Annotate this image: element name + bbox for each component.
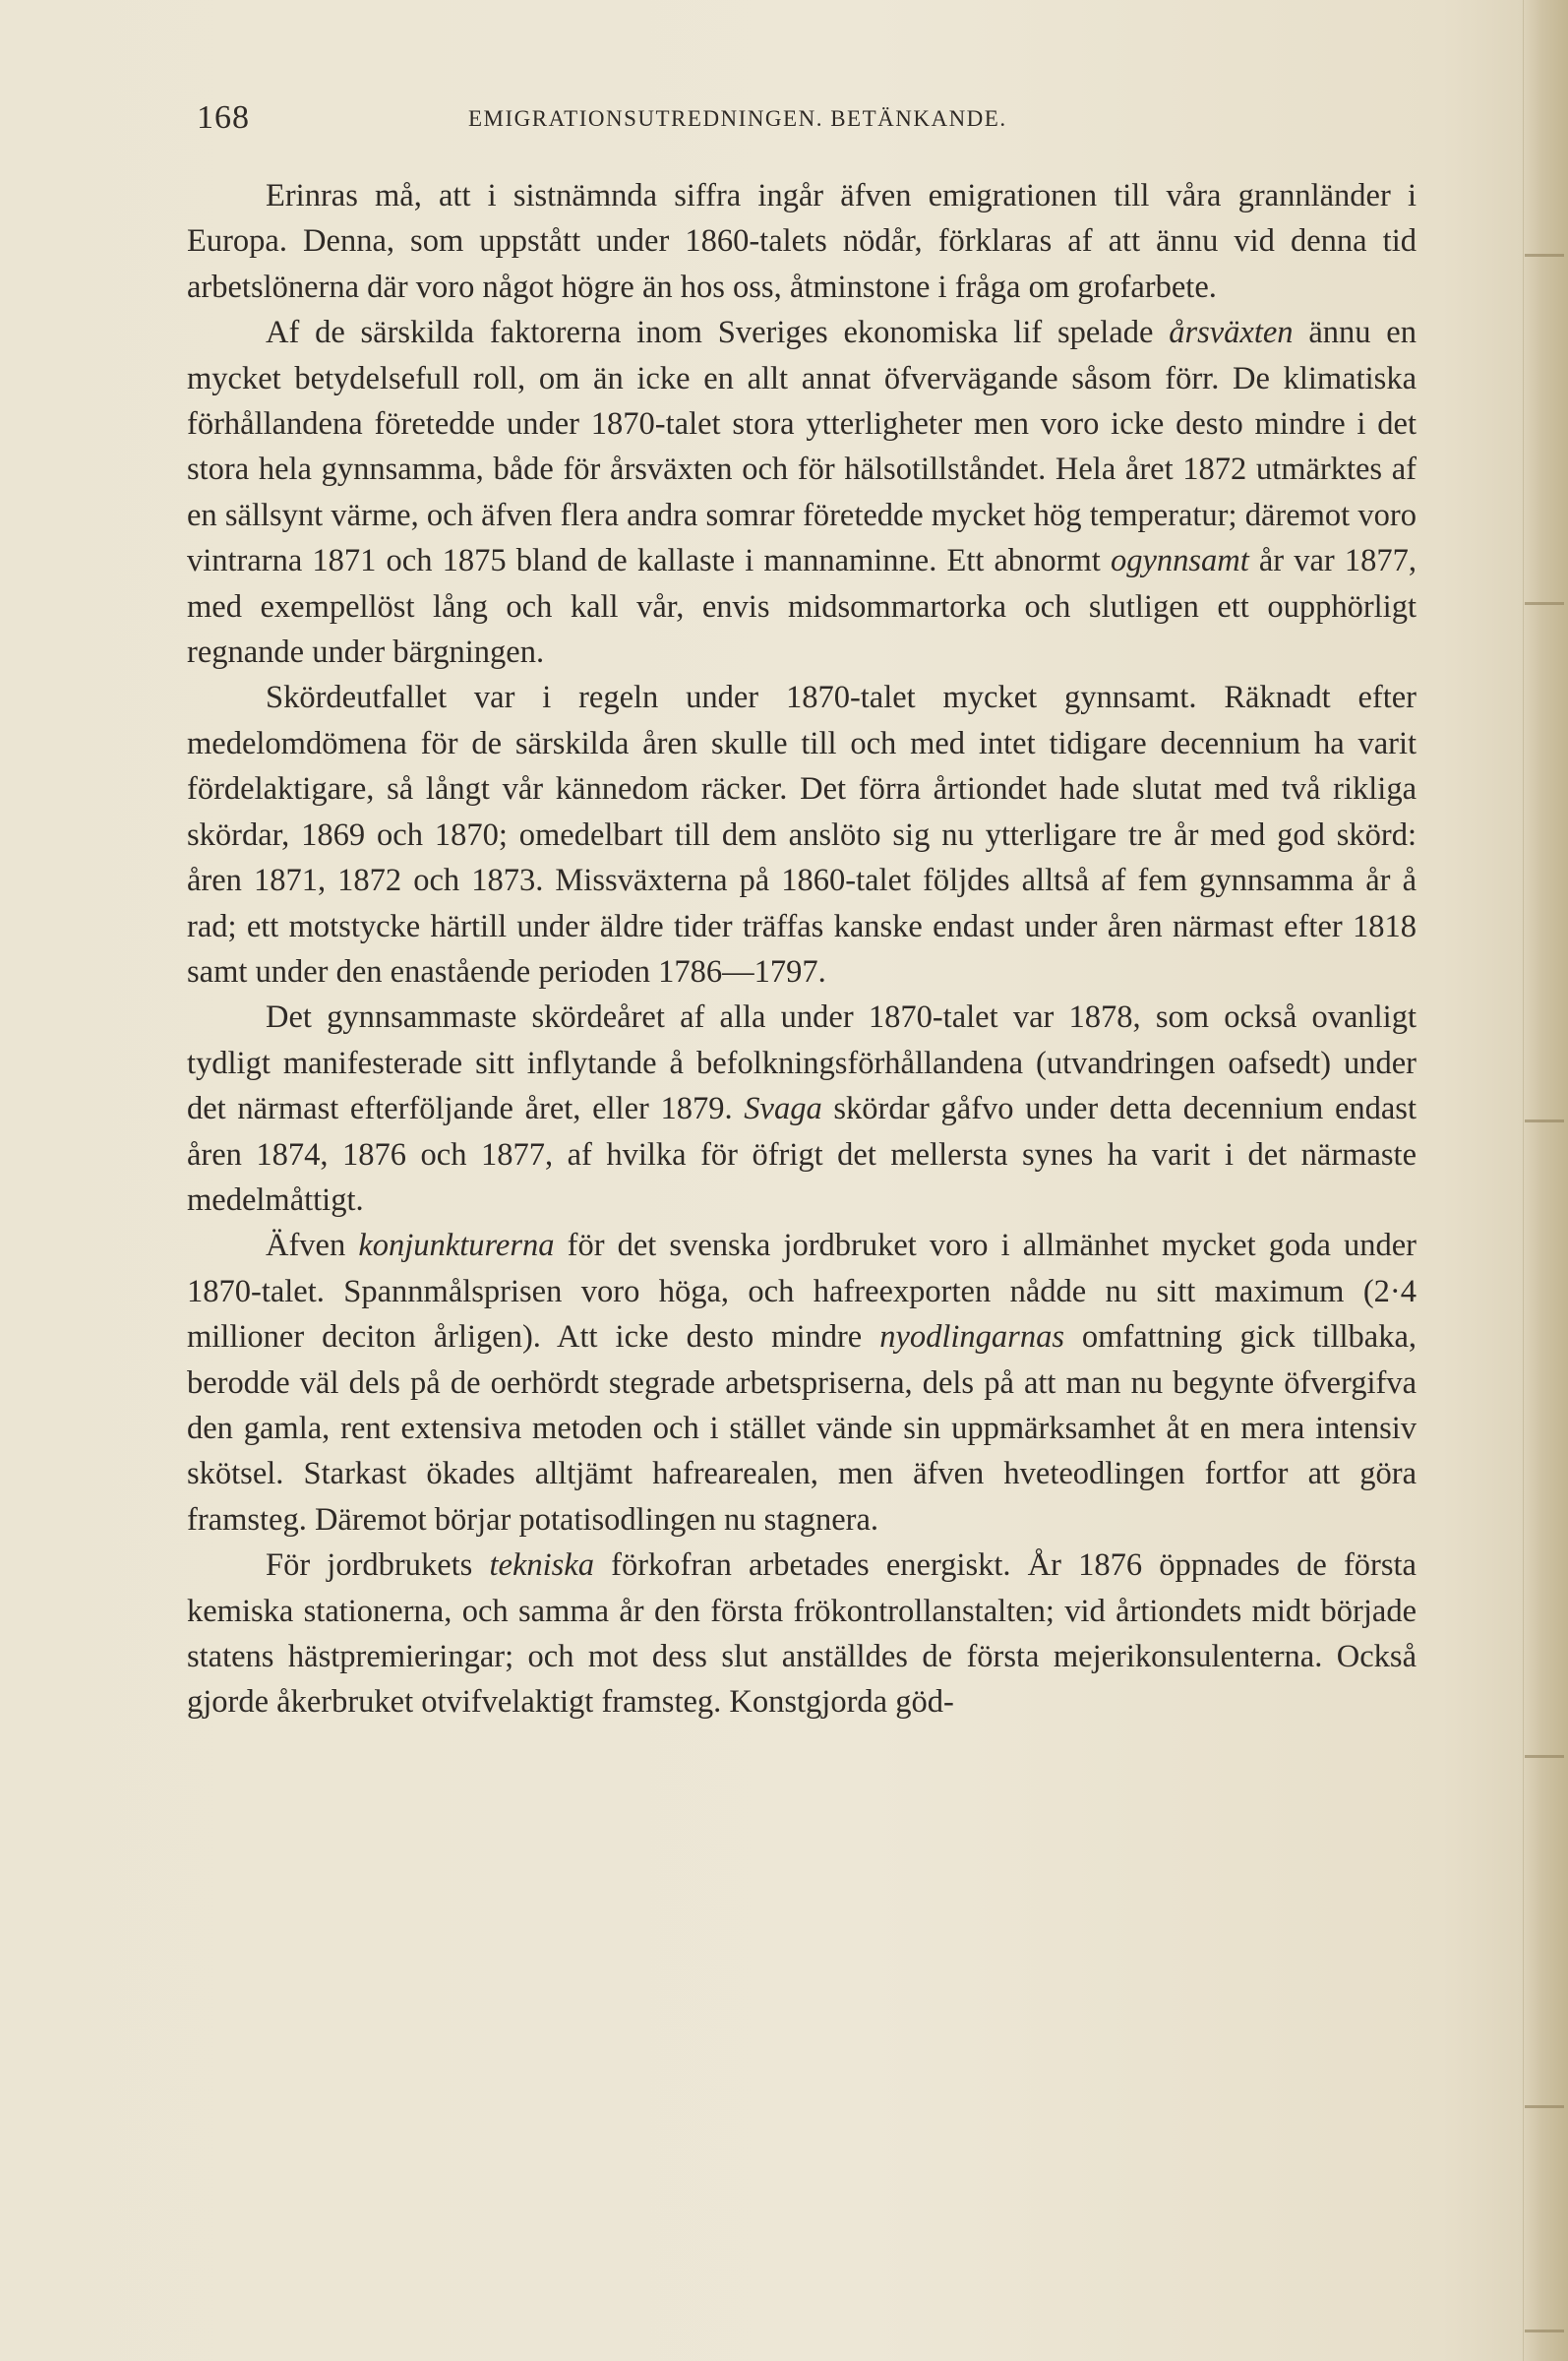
text-run: Det gynnsammaste skördeåret af alla under 1870-talet var 1878, som också ovanligt tydligt manifesterade sitt inflytande å befolkningsförhållandena (utvandringen oafsedt) under det närmast efterföljande året, eller 1879. bbox=[187, 999, 1417, 1127]
text-run: Äfven bbox=[266, 1228, 359, 1264]
page-header bbox=[197, 98, 1417, 138]
text-run: Skördeutfallet var i regeln under 1870-talet mycket gynnsamt. Räknadt efter medelomdömena för de särskilda åren skulle till och med intet tidigare decennium ha varit fördelaktigare, så långt vår kännedom räcker. Det förra årtiondet hade slutat med två rikliga skördar, 1869 och 1870; omedelbart till dem anslöto sig nu ytterligare tre år med god skörd: åren 1871, 1872 och 1873. Missväxterna på 1860-talet följdes alltså af fem gynnsamma år å rad; ett motstycke härtill under äldre tider träffas kanske endast under åren närmast efter 1818 samt under den enastående perioden 1786—1797. bbox=[187, 680, 1417, 990]
paragraph bbox=[187, 995, 1417, 1223]
edge-mark bbox=[1525, 1120, 1564, 1122]
body-text bbox=[187, 173, 1417, 1725]
text-run: Erinras må, att i sistnämnda siffra ingår äfven emigrationen till våra grannländer i Europa. Denna, som uppstått under 1860-talets nödår, förklaras af att ännu vid denna tid arbetslönerna där voro något högre än hos oss, åtminstone i fråga om grofarbete. bbox=[187, 178, 1417, 305]
edge-mark bbox=[1525, 2330, 1564, 2332]
paragraph bbox=[187, 1223, 1417, 1543]
edge-mark bbox=[1525, 602, 1564, 605]
page-edge-shadow bbox=[1523, 0, 1568, 2361]
paragraph bbox=[187, 173, 1417, 310]
paragraph bbox=[187, 310, 1417, 675]
running-head: EMIGRATIONSUTREDNINGEN. BETÄNKANDE. bbox=[468, 106, 1007, 131]
page-number: 168 bbox=[197, 99, 250, 136]
text-run: för det svenska jordbruket voro i allmänhet mycket goda under 1870-talet. Spannmålsprisen voro höga, och hafreexporten nådde nu sitt maximum (2·4 millioner deciton årligen). Att icke desto mindre bbox=[187, 1228, 1417, 1356]
italic-term: årsväxten bbox=[1169, 315, 1294, 351]
text-run: ännu en mycket betydelsefull roll, om än icke en allt annat öfvervägande såsom förr. De klimatiska förhållandena företedde under 1870-talet stora ytterligheter men voro icke desto mindre i det stora hela gynnsamma, både för årsväxten och för hälsotillståndet. Hela året 1872 utmärktes af en sällsynt värme, och äfven flera andra somrar företedde mycket hög temperatur; däremot voro vintrarna 1871 och 1875 bland de kallaste i mannaminne. Ett abnormt bbox=[187, 315, 1417, 579]
text-run: omfattning gick tillbaka, berodde väl dels på de oerhördt stegrade arbetspriserna, dels på att man nu begynte öfvergifva den gamla, rent extensiva metoden och i stället vände sin uppmärksamhet åt en mera intensiv skötsel. Starkast ökades alltjämt hafrearealen, men äfven hveteodlingen fortfor att göra framsteg. Däremot börjar potatisodlingen nu stagnera. bbox=[187, 1319, 1417, 1538]
edge-mark bbox=[1525, 1755, 1564, 1758]
italic-term: ogynnsamt bbox=[1110, 543, 1249, 579]
edge-mark bbox=[1525, 2105, 1564, 2108]
edge-mark bbox=[1525, 254, 1564, 257]
text-run: skördar gåfvo under detta decennium endast åren 1874, 1876 och 1877, af hvilka för öfrigt det mellersta synes ha varit i det närmaste medelmåttigt. bbox=[187, 1091, 1417, 1218]
italic-term: konjunkturerna bbox=[358, 1228, 555, 1264]
paragraph bbox=[187, 1543, 1417, 1725]
italic-term: tekniska bbox=[489, 1547, 594, 1584]
text-run: Af de särskilda faktorerna inom Sveriges ekonomiska lif spelade bbox=[266, 315, 1170, 351]
italic-term: nyodlingarnas bbox=[879, 1319, 1064, 1356]
italic-term: Svaga bbox=[744, 1091, 822, 1127]
text-run: år var 1877, med exempellöst lång och kall vår, envis midsommartorka och slutligen ett oupphörligt regnande under bärgningen. bbox=[187, 543, 1417, 671]
paragraph bbox=[187, 675, 1417, 995]
text-run: förkofran arbetades energiskt. År 1876 öppnades de första kemiska stationerna, och samma år den första frökontrollanstalten; vid årtiondets midt började statens hästpremieringar; och mot dess slut anställdes de första mejerikonsulenterna. Också gjorde åkerbruket otvifvelaktigt framsteg. Konstgjorda göd- bbox=[187, 1547, 1417, 1721]
text-run: För jordbrukets bbox=[266, 1547, 490, 1584]
